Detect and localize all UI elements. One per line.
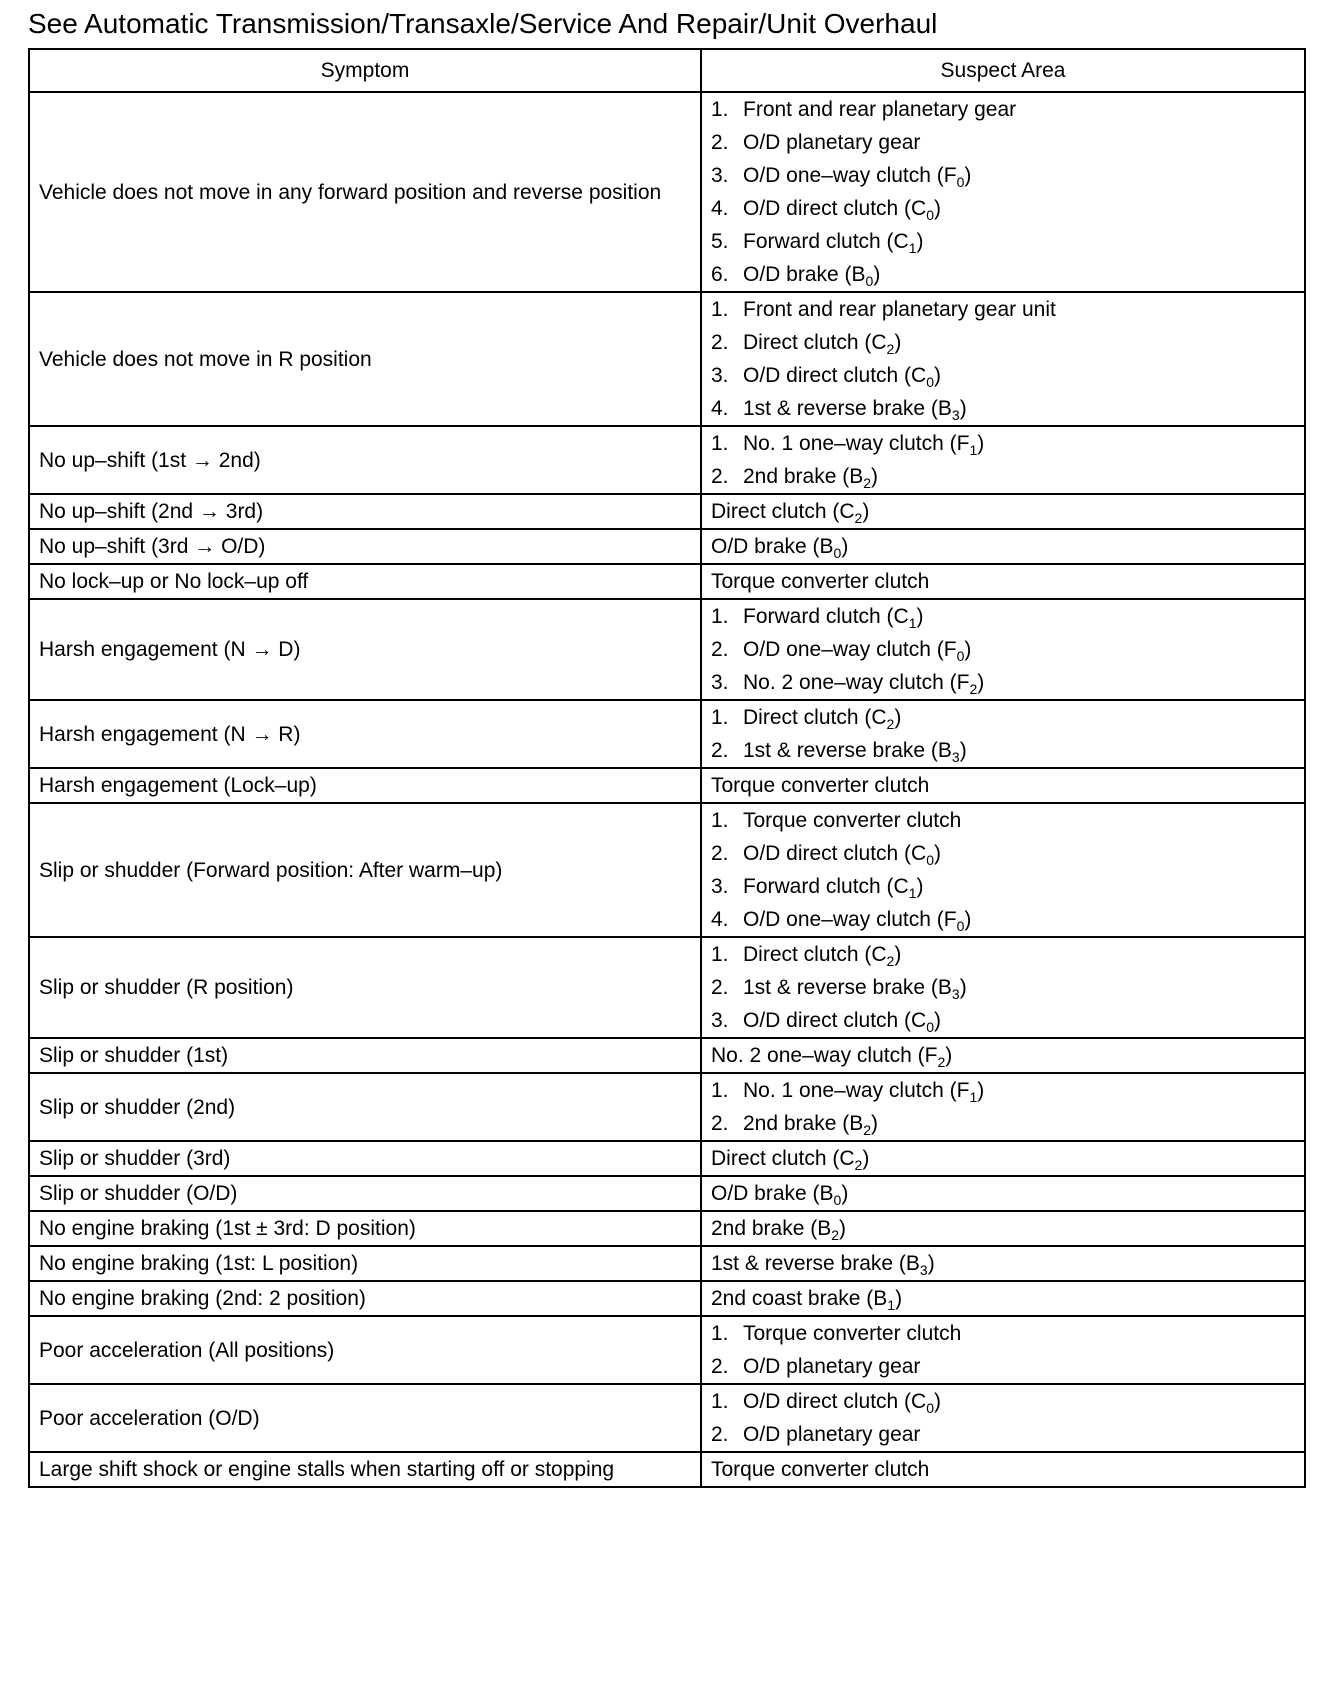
symptom-cell: Poor acceleration (All positions) xyxy=(29,1316,701,1384)
suspect-area-item xyxy=(711,1350,1295,1383)
item-text: 1st & reverse brake $(B_3)$ xyxy=(743,976,967,1003)
suspect-area-cell xyxy=(701,937,1305,1038)
suspect-area-cell xyxy=(701,292,1305,426)
suspect-area-cell xyxy=(701,1281,1305,1316)
item-text: Direct clutch $(C_2)$ xyxy=(743,331,902,358)
suspect-area-cell xyxy=(701,599,1305,700)
column-header-symptom: Symptom xyxy=(29,49,701,92)
item-text: Front and rear planetary gear unit xyxy=(743,298,1056,321)
suspect-area-cell xyxy=(701,1073,1305,1141)
symptom-cell: No engine braking (1st: L position) xyxy=(29,1246,701,1281)
item-text: O/D planetary gear xyxy=(743,1355,921,1378)
item-number: 2. xyxy=(711,638,729,661)
suspect-area-list xyxy=(711,1317,1295,1383)
item-number: 1. xyxy=(711,298,729,321)
suspect-area-item xyxy=(711,392,1295,425)
item-text: O/D one–way clutch $(F_0)$ xyxy=(743,164,972,191)
suspect-area-item xyxy=(711,192,1295,225)
suspect-area-item xyxy=(711,460,1295,493)
suspect-area-item xyxy=(711,938,1295,971)
page-heading: See Automatic Transmission/Transaxle/Service And Repair/Unit Overhaul xyxy=(28,8,938,39)
item-text: Front and rear planetary gear xyxy=(743,98,1017,121)
suspect-area-item xyxy=(711,600,1295,633)
symptom-cell: No up–shift (1st → 2nd) xyxy=(29,426,701,494)
table-row xyxy=(29,1211,1305,1246)
suspect-area-item xyxy=(711,666,1295,699)
header-row xyxy=(29,49,1305,92)
symptom-cell: Slip or shudder (Forward position: After warm–up) xyxy=(29,803,701,937)
suspect-area-item xyxy=(711,126,1295,159)
item-number: 6. xyxy=(711,263,729,286)
symptom-cell: Slip or shudder (3rd) xyxy=(29,1141,701,1176)
suspect-area-item xyxy=(711,1107,1295,1140)
item-number: 1. xyxy=(711,1390,729,1413)
item-number: 2. xyxy=(711,842,729,865)
suspect-area-item xyxy=(711,359,1295,392)
suspect-area-cell xyxy=(701,768,1305,803)
suspect-area-text: O/D brake $(B_0)$ xyxy=(711,1182,849,1209)
table-row xyxy=(29,1073,1305,1141)
suspect-area-item xyxy=(711,837,1295,870)
suspect-area-text: 2nd coast brake $(B_1)$ xyxy=(711,1287,903,1314)
item-text: Torque converter clutch xyxy=(743,1322,962,1345)
suspect-area-list xyxy=(711,293,1295,425)
suspect-area-item xyxy=(711,258,1295,291)
suspect-area-cell xyxy=(701,1038,1305,1073)
item-number: 2. xyxy=(711,1355,729,1378)
table-row xyxy=(29,564,1305,599)
suspect-area-item xyxy=(711,903,1295,936)
suspect-area-cell xyxy=(701,564,1305,599)
item-number: 3. xyxy=(711,164,729,187)
suspect-area-text: 1st & reverse brake $(B_3)$ xyxy=(711,1252,935,1279)
item-number: 3. xyxy=(711,364,729,387)
suspect-area-text: No. 2 one–way clutch $(F_2)$ xyxy=(711,1044,953,1071)
suspect-area-cell xyxy=(701,92,1305,292)
suspect-area-item xyxy=(711,1004,1295,1037)
suspect-area-list xyxy=(711,938,1295,1037)
suspect-area-item xyxy=(711,1385,1295,1418)
item-number: 1. xyxy=(711,1322,729,1345)
suspect-area-text: Torque converter clutch xyxy=(711,774,930,797)
suspect-area-text: Torque converter clutch xyxy=(711,570,930,593)
suspect-area-cell xyxy=(701,1246,1305,1281)
item-text: Direct clutch $(C_2)$ xyxy=(743,706,902,733)
table-row xyxy=(29,494,1305,529)
table-row xyxy=(29,803,1305,937)
suspect-area-item xyxy=(711,293,1295,326)
item-text: O/D direct clutch $(C_0)$ xyxy=(743,842,942,869)
table-row xyxy=(29,768,1305,803)
table-row xyxy=(29,1452,1305,1487)
suspect-area-cell xyxy=(701,1211,1305,1246)
suspect-area-cell xyxy=(701,803,1305,937)
item-text: 2nd brake $(B_2)$ xyxy=(743,1112,879,1139)
table-row xyxy=(29,426,1305,494)
item-text: O/D direct clutch $(C_0)$ xyxy=(743,364,942,391)
symptom-cell: Slip or shudder (R position) xyxy=(29,937,701,1038)
table-row xyxy=(29,599,1305,700)
item-text: No. 1 one–way clutch $(F_1)$ xyxy=(743,1079,985,1106)
item-number: 2. xyxy=(711,1112,729,1135)
suspect-area-item xyxy=(711,427,1295,460)
item-number: 4. xyxy=(711,397,729,420)
symptom-cell: Slip or shudder (O/D) xyxy=(29,1176,701,1211)
symptom-cell: Large shift shock or engine stalls when starting off or stopping xyxy=(29,1452,701,1487)
item-text: O/D planetary gear xyxy=(743,1423,921,1446)
item-number: 2. xyxy=(711,465,729,488)
symptom-cell: No up–shift (3rd → O/D) xyxy=(29,529,701,564)
symptom-cell: No lock–up or No lock–up off xyxy=(29,564,701,599)
item-text: Forward clutch $(C_1)$ xyxy=(743,875,924,902)
table-row xyxy=(29,700,1305,768)
suspect-area-list xyxy=(711,1074,1295,1140)
item-text: Torque converter clutch xyxy=(743,809,962,832)
item-text: Forward clutch $(C_1)$ xyxy=(743,605,924,632)
suspect-area-cell xyxy=(701,1452,1305,1487)
symptom-cell: Slip or shudder (1st) xyxy=(29,1038,701,1073)
symptom-cell: Poor acceleration (O/D) xyxy=(29,1384,701,1452)
item-text: O/D one–way clutch $(F_0)$ xyxy=(743,638,972,665)
item-number: 4. xyxy=(711,197,729,220)
symptom-cell: Harsh engagement (N → D) xyxy=(29,599,701,700)
item-number: 1. xyxy=(711,809,729,832)
suspect-area-list xyxy=(711,804,1295,936)
table-body xyxy=(29,92,1305,1487)
symptom-cell: No up–shift (2nd → 3rd) xyxy=(29,494,701,529)
suspect-area-item xyxy=(711,1418,1295,1451)
item-number: 2. xyxy=(711,739,729,762)
suspect-area-cell xyxy=(701,426,1305,494)
item-text: 2nd brake $(B_2)$ xyxy=(743,465,879,492)
item-number: 1. xyxy=(711,98,729,121)
item-number: 1. xyxy=(711,706,729,729)
suspect-area-item xyxy=(711,326,1295,359)
table-row xyxy=(29,1176,1305,1211)
item-number: 3. xyxy=(711,875,729,898)
suspect-area-list xyxy=(711,701,1295,767)
suspect-area-cell xyxy=(701,494,1305,529)
item-text: 1st & reverse brake $(B_3)$ xyxy=(743,397,967,424)
item-number: 1. xyxy=(711,1079,729,1102)
symptom-cell: Vehicle does not move in R position xyxy=(29,292,701,426)
suspect-area-item xyxy=(711,804,1295,837)
item-text: O/D brake $(B_0)$ xyxy=(743,263,881,290)
suspect-area-text: Direct clutch $(C_2)$ xyxy=(711,1147,870,1174)
item-text: O/D direct clutch $(C_0)$ xyxy=(743,1009,942,1036)
suspect-area-item xyxy=(711,225,1295,258)
symptom-cell: Harsh engagement (Lock–up) xyxy=(29,768,701,803)
table-row xyxy=(29,529,1305,564)
symptom-cell: No engine braking (1st ± 3rd: D position) xyxy=(29,1211,701,1246)
table-row xyxy=(29,92,1305,292)
suspect-area-list xyxy=(711,1385,1295,1451)
item-text: O/D one–way clutch $(F_0)$ xyxy=(743,908,972,935)
suspect-area-text: 2nd brake $(B_2)$ xyxy=(711,1217,847,1244)
symptom-cell: Slip or shudder (2nd) xyxy=(29,1073,701,1141)
suspect-area-list xyxy=(711,427,1295,493)
item-text: O/D planetary gear xyxy=(743,131,921,154)
symptom-cell: Vehicle does not move in any forward position and reverse position xyxy=(29,92,701,292)
table-row xyxy=(29,1141,1305,1176)
suspect-area-cell xyxy=(701,700,1305,768)
suspect-area-text: Direct clutch $(C_2)$ xyxy=(711,500,870,527)
item-text: Forward clutch $(C_1)$ xyxy=(743,230,924,257)
suspect-area-cell xyxy=(701,1384,1305,1452)
suspect-area-item xyxy=(711,734,1295,767)
suspect-area-cell xyxy=(701,1141,1305,1176)
item-number: 4. xyxy=(711,908,729,931)
table-row xyxy=(29,1038,1305,1073)
table-row xyxy=(29,937,1305,1038)
suspect-area-cell xyxy=(701,529,1305,564)
suspect-area-cell xyxy=(701,1176,1305,1211)
item-text: 1st & reverse brake $(B_3)$ xyxy=(743,739,967,766)
table-row xyxy=(29,1281,1305,1316)
suspect-area-item xyxy=(711,1074,1295,1107)
item-number: 2. xyxy=(711,976,729,999)
column-header-suspect-area: Suspect Area xyxy=(701,49,1305,92)
table-row xyxy=(29,1246,1305,1281)
symptom-table xyxy=(28,48,1306,1488)
item-number: 2. xyxy=(711,1423,729,1446)
suspect-area-item xyxy=(711,1317,1295,1350)
item-number: 1. xyxy=(711,605,729,628)
table-row xyxy=(29,1316,1305,1384)
item-text: No. 1 one–way clutch $(F_1)$ xyxy=(743,432,985,459)
item-number: 1. xyxy=(711,432,729,455)
suspect-area-text: O/D brake $(B_0)$ xyxy=(711,535,849,562)
item-number: 2. xyxy=(711,131,729,154)
symptom-cell: Harsh engagement (N → R) xyxy=(29,700,701,768)
suspect-area-cell xyxy=(701,1316,1305,1384)
item-text: O/D direct clutch $(C_0)$ xyxy=(743,197,942,224)
suspect-area-item xyxy=(711,870,1295,903)
suspect-area-item xyxy=(711,159,1295,192)
symptom-cell: No engine braking (2nd: 2 position) xyxy=(29,1281,701,1316)
item-number: 5. xyxy=(711,230,729,253)
suspect-area-item xyxy=(711,701,1295,734)
suspect-area-item xyxy=(711,93,1295,126)
suspect-area-text: Torque converter clutch xyxy=(711,1458,930,1481)
item-number: 2. xyxy=(711,331,729,354)
table-row xyxy=(29,1384,1305,1452)
item-text: Direct clutch $(C_2)$ xyxy=(743,943,902,970)
item-number: 3. xyxy=(711,671,729,694)
suspect-area-item xyxy=(711,971,1295,1004)
suspect-area-item xyxy=(711,633,1295,666)
item-number: 1. xyxy=(711,943,729,966)
suspect-area-list xyxy=(711,93,1295,291)
suspect-area-list xyxy=(711,600,1295,699)
item-number: 3. xyxy=(711,1009,729,1032)
item-text: O/D direct clutch $(C_0)$ xyxy=(743,1390,942,1417)
table-row xyxy=(29,292,1305,426)
item-text: No. 2 one–way clutch $(F_2)$ xyxy=(743,671,985,698)
